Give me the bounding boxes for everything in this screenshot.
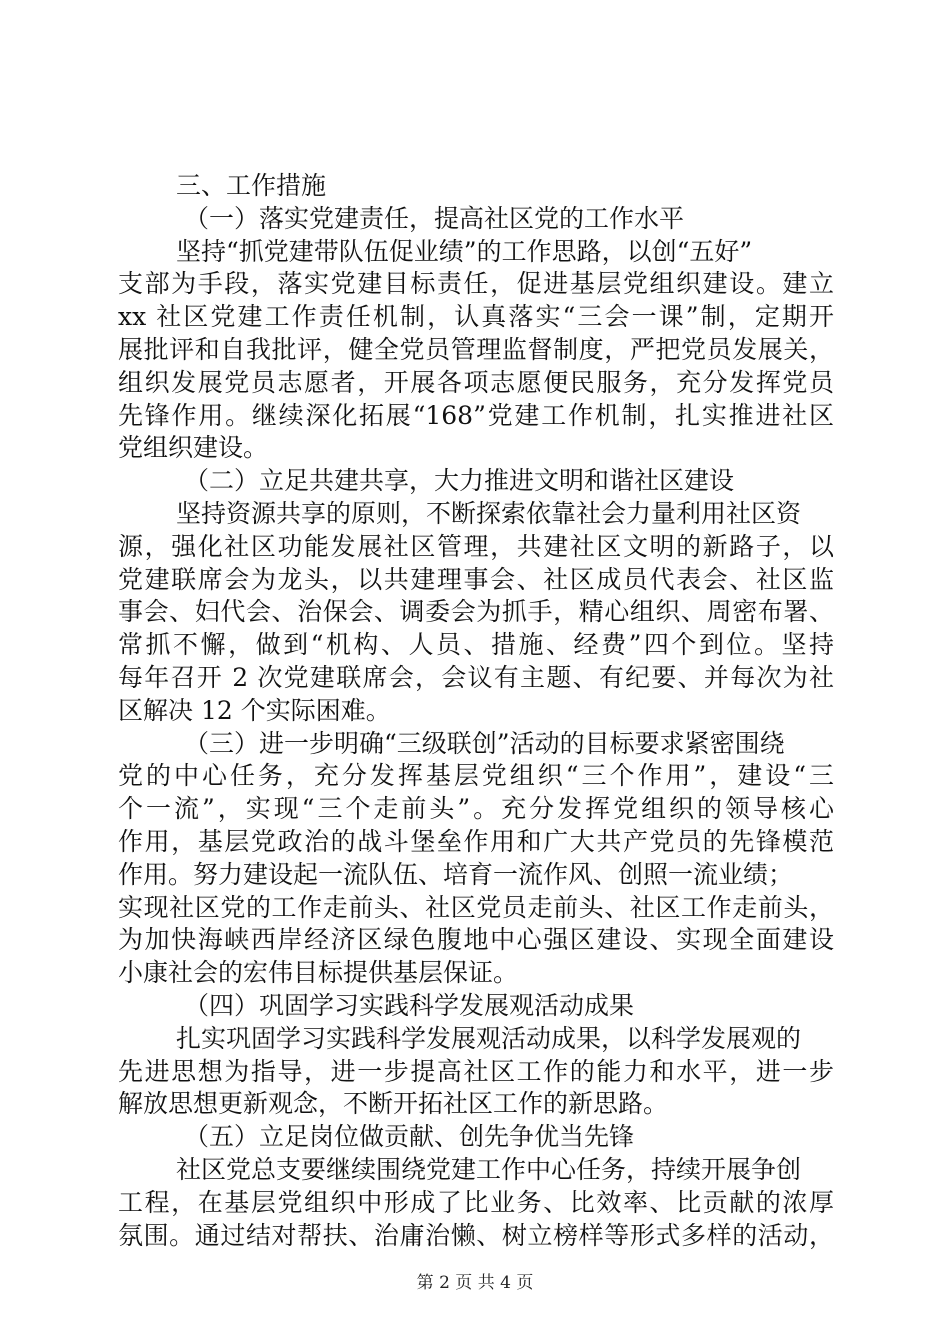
- paragraph-line: 党组织建设。: [118, 433, 269, 463]
- section-heading: 三、工作措施: [176, 171, 327, 200]
- paragraph-line: 党建联席会为龙头，以共建理事会、社区成员代表会、社区监: [118, 564, 834, 594]
- paragraph-line: 坚持资源共享的原则，不断探索依靠社会力量利用社区资: [176, 498, 802, 528]
- paragraph-line: 常抓不懈，做到“机构、人员、措施、经费”四个到位。坚持: [118, 630, 834, 660]
- paragraph-line: 源，强化社区功能发展社区管理，共建社区文明的新路子，以: [118, 531, 834, 561]
- paragraph-line: 社区党总支要继续围绕党建工作中心任务，持续开展争创: [176, 1154, 802, 1184]
- paragraph-line: 为加快海峡西岸经济区绿色腹地中心强区建设、实现全面建设: [118, 925, 834, 955]
- paragraph-line: 区解决 12 个实际困难。: [118, 695, 391, 725]
- paragraph-line: 事会、妇代会、治保会、调委会为抓手，精心组织、周密布署、: [118, 597, 834, 627]
- paragraph-line: 作用，基层党政治的战斗堡垒作用和广大共产党员的先锋模范: [118, 826, 834, 856]
- paragraph-line: 每年召开 2 次党建联席会，会议有主题、有纪要、并每次为社: [118, 662, 834, 692]
- subsection-heading: （一）落实党建责任，提高社区党的工作水平: [184, 203, 685, 233]
- paragraph-line: 作用。努力建设起一流队伍、培育一流作风、创照一流业绩；: [118, 859, 794, 889]
- subsection-heading: （四）巩固学习实践科学发展观活动成果: [184, 990, 635, 1020]
- paragraph-line: 先进思想为指导，进一步提高社区工作的能力和水平，进一步: [118, 1056, 834, 1086]
- paragraph-line: 坚持“抓党建带队伍促业绩”的工作思路，以创“五好”: [176, 236, 753, 266]
- paragraph-line: 组织发展党员志愿者，开展各项志愿便民服务，充分发挥党员: [118, 367, 834, 397]
- paragraph-line: 个一流”，实现“三个走前头”。充分发挥党组织的领导核心: [118, 794, 834, 824]
- paragraph-line: xx 社区党建工作责任机制，认真落实“三会一课”制，定期开: [118, 302, 834, 332]
- paragraph-line: 党的中心任务，充分发挥基层党组织“三个作用”，建设“三: [118, 761, 834, 791]
- paragraph-line: 氛围。通过结对帮扶、治庸治懒、树立榜样等形式多样的活动，: [118, 1220, 834, 1250]
- page-number-footer: 第 2 页 共 4 页: [416, 1273, 534, 1293]
- paragraph-line: 扎实巩固学习实践科学发展观活动成果，以科学发展观的: [176, 1023, 802, 1053]
- paragraph-line: 小康社会的宏伟目标提供基层保证。: [118, 958, 519, 988]
- paragraph-line: 先锋作用。继续深化拓展“168”党建工作机制，扎实推进社区: [118, 400, 834, 430]
- subsection-heading: （五）立足岗位做贡献、创先争优当先锋: [184, 1122, 635, 1152]
- paragraph-line: 实现社区党的工作走前头、社区党员走前头、社区工作走前头，: [118, 892, 834, 922]
- paragraph-line: 工程，在基层党组织中形成了比业务、比效率、比贡献的浓厚: [118, 1187, 834, 1217]
- paragraph-line: 解放思想更新观念，不断开拓社区工作的新思路。: [118, 1089, 669, 1119]
- paragraph-line: 支部为手段，落实党建目标责任，促进基层党组织建设。建立: [118, 269, 834, 299]
- subsection-heading: （二）立足共建共享，大力推进文明和谐社区建设: [184, 466, 735, 496]
- document-body: [118, 170, 834, 1252]
- paragraph-line: 展批评和自我批评，健全党员管理监督制度，严把党员发展关，: [118, 334, 834, 364]
- subsection-heading: （三）进一步明确“三级联创”活动的目标要求紧密围绕: [184, 728, 785, 758]
